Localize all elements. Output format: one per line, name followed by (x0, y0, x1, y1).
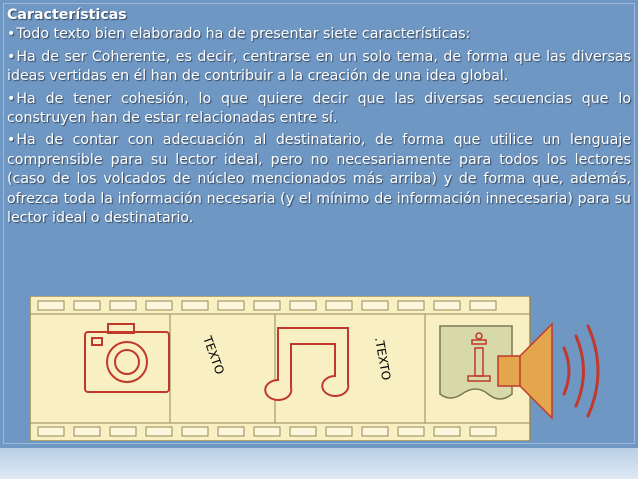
sound-waves-icon (564, 326, 598, 416)
bullet-paragraph-4: •Ha de contar con adecuación al destinatario, de forma que utilice un lenguaje comprensible para su lector ideal, pero no necesariamente para todos los lectores (caso de los volcados de núcleo mencionados más arriba) y de forma que, además, ofrezca toda la información necesaria (y el mínimo de información innecesaria) para su lector ideal o destinatario. (7, 132, 631, 227)
filmstrip-svg (30, 296, 620, 441)
slide-text (7, 6, 631, 231)
filmstrip-illustration (30, 296, 620, 441)
bullet-paragraph-3: •Ha de tener cohesión, lo que quiere decir que las diversas secuencias que lo construyen han de estar relacionadas entre sí. (7, 90, 631, 127)
bullet-paragraph-2: •Ha de ser Coherente, es decir, centrarse en un solo tema, de forma que las diversas ideas vertidas en él han de contribuir a la creación de una idea global. (7, 48, 631, 85)
bottom-band (0, 448, 638, 479)
film-label-2: .TEXTO (372, 336, 394, 382)
slide-heading: Características (7, 7, 127, 23)
film-label-1: TEXTO (200, 334, 227, 377)
bullet-paragraph-1: •Todo texto bien elaborado ha de presentar siete características: (7, 26, 471, 43)
